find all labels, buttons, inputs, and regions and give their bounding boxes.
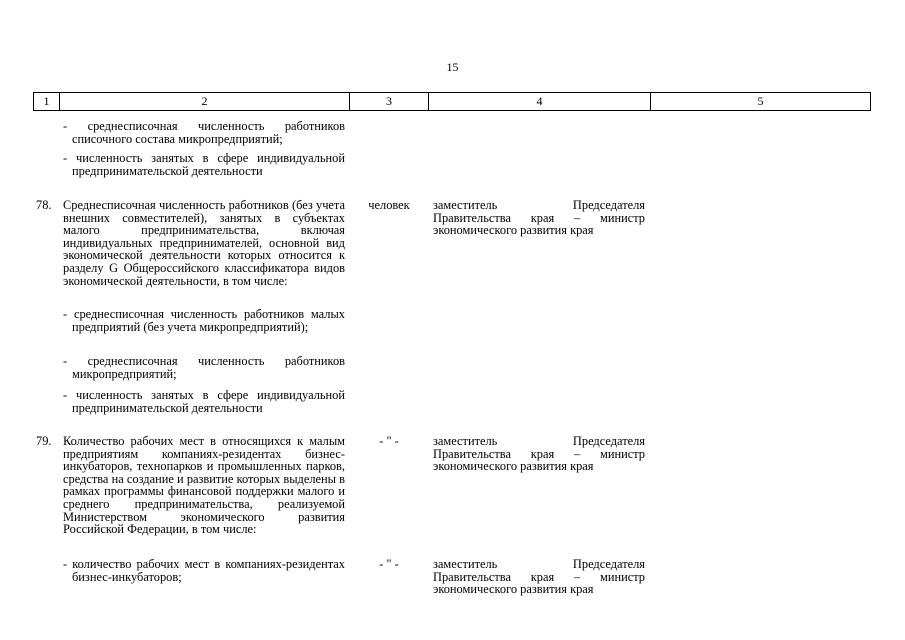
header-col-5: 5	[757, 94, 764, 108]
row-78-subitem-small: - среднесписочная численность работников малых предприятий (без учета микропредприятий);	[63, 307, 345, 334]
row-79-indicator: Количество рабочих мест в относящихся к малым предприятиям компаниях-резидентах бизнес-инкубаторов, технопарков и промышленных парков, средства на создание и развитие которых выделены в рамках программы финансовой поддержки малого и среднего предпринимательства, реализуемой Министерством экономического развития Российской Федерации, в том числе:	[63, 434, 345, 537]
subitem-individual-entrepreneurs: - численность занятых в сфере индивидуальной предпринимательской деятельности	[63, 151, 345, 178]
row-79-subitem-incubators: - количество рабочих мест в компаниях-резидентах бизнес-инкубаторов;	[63, 557, 345, 584]
row-78-unit: человек	[368, 198, 410, 212]
header-col-2: 2	[60, 93, 350, 110]
header-col-4: 4	[429, 93, 651, 110]
header-col-1: 1	[34, 93, 60, 110]
subitem-micro-payroll: - среднесписочная численность работников списочного состава микропредприятий;	[63, 119, 345, 146]
table-header-row	[33, 92, 871, 111]
row-79-responsible: заместитель Председателя Правительства края – министр экономического развития края	[433, 434, 645, 474]
row-79-subitem-unit: - " -	[379, 557, 399, 571]
row-78-subitem-micro: - среднесписочная численность работников микропредприятий;	[63, 354, 345, 381]
row-78-responsible: заместитель Председателя Правительства края – министр экономического развития края	[433, 198, 645, 238]
header-col-3: 3	[350, 93, 429, 110]
row-79-subitem-responsible: заместитель Председателя Правительства края – министр экономического развития края	[433, 557, 645, 597]
page-number: 15	[446, 60, 459, 74]
row-78-subitem-individual: - численность занятых в сфере индивидуальной предпринимательской деятельности	[63, 388, 345, 415]
row-79-unit: - " -	[379, 434, 399, 448]
row-79-number: 79.	[36, 434, 52, 448]
row-78-number: 78.	[36, 198, 52, 212]
row-78-indicator: Среднесписочная численность работников (без учета внешних совместителей), занятых в субъектах малого предпринимательства, включая индивидуальных предпринимателей, основной вид экономической деятельности которых относится к разделу G Общероссийского классификатора видов экономической деятельности, в том числе:	[63, 198, 345, 288]
